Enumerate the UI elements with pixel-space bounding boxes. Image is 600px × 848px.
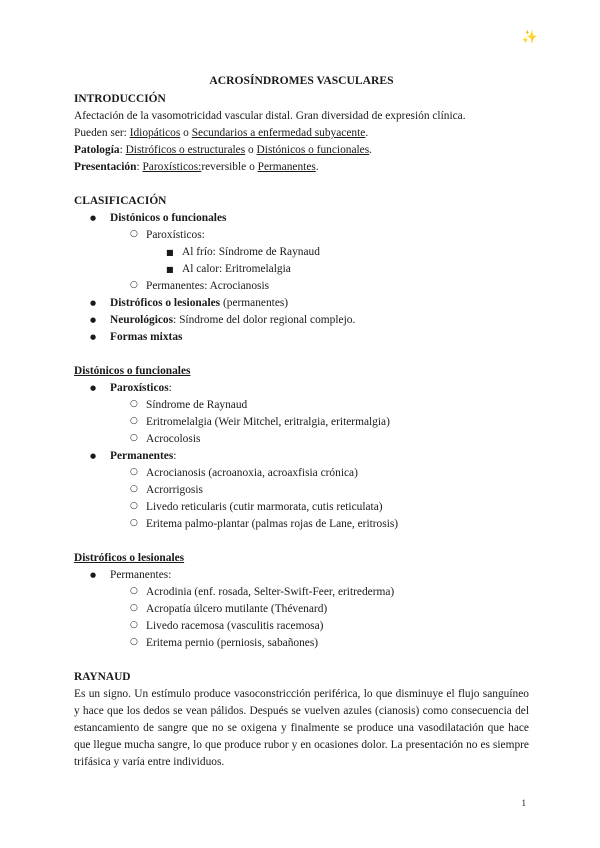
underlined-paroxisticos: Paroxísticos:	[142, 161, 202, 173]
intro-heading: INTRODUCCIÓN	[74, 93, 166, 105]
page-number: 1	[521, 798, 526, 808]
document-content	[74, 72, 529, 771]
link-idiopaticos: Idiopáticos	[129, 127, 181, 139]
underlined-distonicos: Distónicos o funcionales	[256, 144, 370, 156]
list-item: ○ Acrodinia (enf. rosada, Selter-Swift-Feer, eritrederma)	[74, 584, 529, 601]
list-item: ○ Eritema palmo-plantar (palmas rojas de Lane, eritrosis)	[74, 516, 529, 533]
list-item: ○ Livedo reticularis (cutir marmorata, cutis reticulata)	[74, 499, 529, 516]
list-item	[74, 448, 529, 465]
text: :	[119, 144, 126, 156]
underlined-permanentes: Permanentes	[257, 161, 316, 173]
text: :	[173, 450, 177, 462]
distroficos-heading: Distróficos o lesionales	[74, 552, 185, 564]
text: .	[315, 161, 319, 173]
list-item: ● Formas mixtas	[74, 329, 529, 346]
text: .	[369, 144, 373, 156]
list-item	[74, 295, 529, 312]
list-item: ■ Al frío: Síndrome de Raynaud	[74, 244, 529, 261]
list-item: ○ Permanentes: Acrocianosis	[74, 278, 529, 295]
text: :	[168, 382, 172, 394]
list-item: ○ Eritromelalgia (Weir Mitchel, eritralgia, eritermalgia)	[74, 414, 529, 431]
text: .	[365, 127, 369, 139]
list-item: ○ Eritema pernio (perniosis, sabañones)	[74, 635, 529, 652]
text: reversible o	[201, 161, 258, 173]
text: Permanentes	[110, 450, 174, 462]
intro-line-3	[74, 142, 529, 159]
distroficos-list	[74, 567, 529, 652]
list-item: ○ Acrocolosis	[74, 431, 529, 448]
text: : Síndrome del dolor regional complejo.	[173, 314, 356, 326]
sparkle-icon: ✨	[521, 30, 538, 45]
text: Pueden ser:	[74, 127, 130, 139]
list-item: ○ Acrorrigosis	[74, 482, 529, 499]
list-item: ■ Al calor: Eritromelalgia	[74, 261, 529, 278]
list-item	[74, 380, 529, 397]
clasificacion-list	[74, 210, 529, 346]
raynaud-heading: RAYNAUD	[74, 671, 131, 683]
intro-line-1: Afectación de la vasomotricidad vascular distal. Gran diversidad de expresión clínica.	[74, 110, 466, 122]
label-presentacion: Presentación	[74, 161, 137, 173]
text: Distróficos o lesionales	[110, 297, 221, 309]
intro-line-4	[74, 159, 529, 176]
list-item: ○ Acropatía úlcero mutilante (Thévenard)	[74, 601, 529, 618]
text: o	[180, 127, 192, 139]
list-item	[74, 312, 529, 329]
label-patologia: Patología	[74, 144, 120, 156]
document-title: ACROSÍNDROMES VASCULARES	[209, 74, 394, 87]
text: Paroxísticos	[110, 382, 169, 394]
text: o	[245, 144, 257, 156]
list-item: ● Distónicos o funcionales	[74, 210, 529, 227]
raynaud-paragraph: Es un signo. Un estímulo produce vasoconstricción periférica, lo que disminuye el flujo sanguíneo y hace que los dedos se vean pálidos. Después se vuelven azules (cianosis) como consecuencia del estancamiento de sangre que no se oxigena y finalmente se produce una vasodilatación que hace que llegue mucha sangre, lo que produce rubor y en ocasiones dolor. La presentación no es siempre trifásica y varía entre individuos.	[74, 688, 529, 768]
list-item: ○ Síndrome de Raynaud	[74, 397, 529, 414]
text: Neurológicos	[110, 314, 174, 326]
list-item: ○ Livedo racemosa (vasculitis racemosa)	[74, 618, 529, 635]
intro-line-2	[74, 125, 529, 142]
text: (permanentes)	[220, 297, 289, 309]
distonicos-heading: Distónicos o funcionales	[74, 365, 191, 377]
clasificacion-heading: CLASIFICACIÓN	[74, 195, 167, 207]
list-item: ● Permanentes:	[74, 567, 529, 584]
text: :	[136, 161, 143, 173]
link-secundarios: Secundarios a enfermedad subyacente	[191, 127, 366, 139]
list-item: ○ Paroxísticos:	[74, 227, 529, 244]
distonicos-list	[74, 380, 529, 533]
underlined-distroficos: Distróficos o estructurales	[125, 144, 246, 156]
list-item: ○ Acrocianosis (acroanoxia, acroaxfisia crónica)	[74, 465, 529, 482]
